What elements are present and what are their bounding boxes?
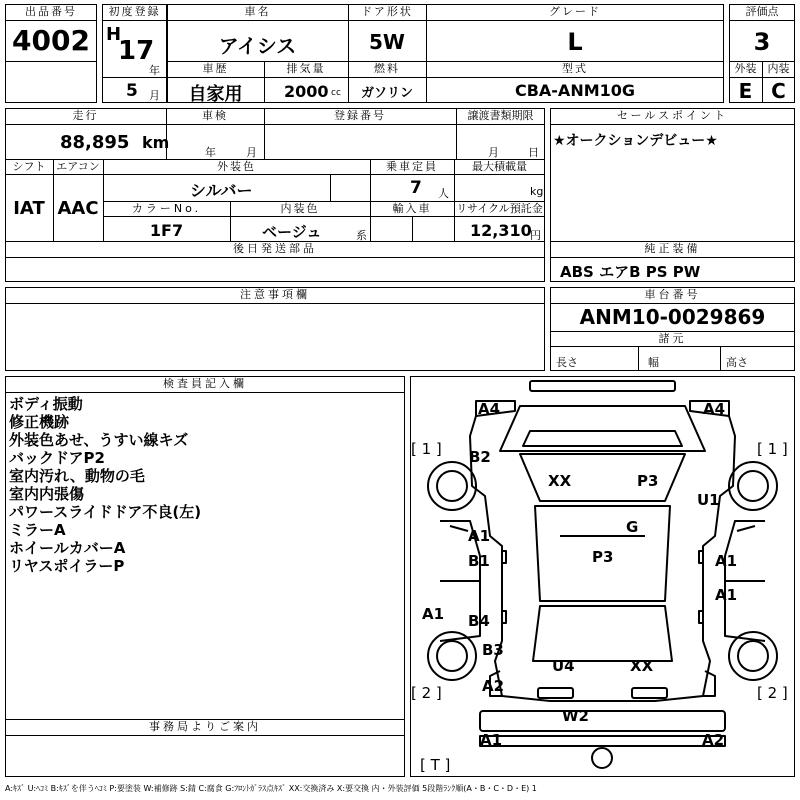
damage-mark: B1 <box>468 552 490 570</box>
capacity-value: 7 <box>410 178 422 198</box>
dims-label: 諸元 <box>658 332 687 345</box>
damage-mark: A1 <box>468 527 491 545</box>
max-load-label: 最大積載量 <box>472 160 527 173</box>
damage-mark: A1 <box>422 605 445 623</box>
interior-color-label: 内装色 <box>280 202 320 215</box>
damage-mark: W2 <box>562 707 589 725</box>
sales-point-label: セールスポイント <box>616 109 728 122</box>
aircon-label: エアコン <box>56 160 100 173</box>
inspector-note: 修正機跡 <box>9 413 70 431</box>
ext-score-label: 外装 <box>734 62 757 75</box>
displacement-label: 排気量 <box>286 62 326 75</box>
transfer-label: 譲渡書類期限 <box>467 109 534 122</box>
inspector-note: ボディ振動 <box>9 395 83 413</box>
sales-point-box <box>550 108 795 242</box>
first-reg-year: 17 <box>118 36 155 66</box>
exterior-color-value: シルバー <box>190 181 253 200</box>
width-label: 幅 <box>648 356 659 369</box>
later-parts-label: 後日発送部品 <box>233 242 317 255</box>
fuel-value: ガソリン <box>360 86 413 101</box>
car-name-label: 車名 <box>244 5 271 18</box>
color-no-label: カラーNo. <box>131 202 202 215</box>
displacement-value: 2000 <box>284 82 329 101</box>
aircon-value: AAC <box>57 198 99 219</box>
tire-tag: [ 2 ] <box>411 684 442 702</box>
first-reg-era: H <box>106 24 122 45</box>
damage-mark: B2 <box>469 448 491 466</box>
inspector-note: リヤスポイラーP <box>9 557 125 575</box>
genuine-value: ABS エアB PS PW <box>560 263 701 281</box>
int-score: C <box>771 79 786 103</box>
inspection-label: 車検 <box>202 109 228 122</box>
color-no-value: 1F7 <box>149 221 184 240</box>
transfer-day-unit: 日 <box>528 146 539 159</box>
transfer-month-unit: 月 <box>488 146 499 159</box>
interior-color-unit: 系 <box>356 229 367 242</box>
first-reg-month: 5 <box>126 81 138 101</box>
mileage-unit: km <box>142 133 170 152</box>
inspector-note: ホイールカバーA <box>9 539 126 557</box>
tire-tag: [ 2 ] <box>757 684 788 702</box>
inspector-note: 外装色あせ、うすい線キズ <box>9 431 189 449</box>
capacity-unit: 人 <box>438 187 449 200</box>
damage-mark: P3 <box>592 548 614 566</box>
recycle-value: 12,310 <box>470 221 532 240</box>
first-reg-label: 初度登録 <box>108 5 161 18</box>
height-label: 高さ <box>726 356 748 369</box>
capacity-label: 乗車定員 <box>386 160 438 173</box>
displacement-unit: cc <box>331 88 341 98</box>
mileage-value: 88,895 <box>60 132 130 153</box>
car-name: アイシス <box>218 34 297 58</box>
damage-mark: U4 <box>552 657 575 675</box>
damage-mark: G <box>626 518 639 536</box>
score-value: 3 <box>753 28 771 56</box>
grade-label: グレード <box>549 5 601 18</box>
door-label: ドア形状 <box>361 5 413 18</box>
legend: A:ｷｽﾞ U:ﾍｺﾐ B:ｷｽﾞを伴うﾍｺﾐ P:要塗装 W:補修跡 S:錆 C:腐食 G:ﾌﾛﾝﾄｶﾞﾗｽ点ｷｽﾞ XX:交換済み X:要交換 内・外装評価 5段階ﾗﾝｸ順(A・B・C・D・E) 1 <box>5 784 537 793</box>
max-load-unit: kg <box>530 185 544 198</box>
damage-mark: B4 <box>468 612 490 630</box>
fuel-label: 燃料 <box>374 62 400 75</box>
damage-mark: XX <box>548 472 572 490</box>
registration-label: 登録番号 <box>334 109 386 122</box>
damage-mark: A2 <box>702 731 725 749</box>
damage-mark: A4 <box>478 400 501 418</box>
inspection-month-unit: 月 <box>246 146 257 159</box>
history-value: 自家用 <box>188 84 243 105</box>
genuine-label: 純正装備 <box>644 242 701 255</box>
mileage-label: 走行 <box>72 109 99 122</box>
lot-label: 出品番号 <box>25 5 77 18</box>
score-label: 評価点 <box>745 5 779 18</box>
damage-mark: A1 <box>715 586 738 604</box>
damage-mark: P3 <box>637 472 659 490</box>
inspector-label: 検査員記入欄 <box>163 377 247 390</box>
ext-score: E <box>738 79 753 103</box>
import-label: 輸入車 <box>392 202 432 215</box>
damage-mark: A1 <box>480 731 503 749</box>
car-diagram <box>410 376 795 777</box>
length-label: 長さ <box>556 356 578 369</box>
office-label: 事務局よりご案内 <box>149 720 261 733</box>
sales-point-text: ★オークションデビュー★ <box>553 133 718 149</box>
tire-tag: [ 1 ] <box>757 440 788 458</box>
inspector-note: ミラーA <box>9 521 66 539</box>
int-score-label: 内装 <box>767 62 790 75</box>
lot-number: 4002 <box>12 24 90 57</box>
inspector-note: バックドアP2 <box>9 449 105 467</box>
inspector-note: 室内内張傷 <box>9 485 85 503</box>
model-label: 型式 <box>562 62 588 75</box>
caution-label: 注意事項欄 <box>240 288 310 301</box>
chassis-label: 車台番号 <box>644 288 701 301</box>
interior-color-value: ベージュ <box>262 223 322 241</box>
first-reg-month-unit: 月 <box>149 89 160 102</box>
history-label: 車歴 <box>202 62 229 75</box>
shift-label: シフト <box>12 160 46 173</box>
inspector-note: パワースライドドア不良(左) <box>9 503 202 521</box>
damage-mark: A1 <box>715 552 738 570</box>
first-reg-year-unit: 年 <box>149 64 160 77</box>
tire-tag: [ T ] <box>420 756 451 774</box>
model-value: CBA-ANM10G <box>514 81 636 100</box>
grade-value: L <box>567 28 583 56</box>
damage-mark: XX <box>630 657 654 675</box>
damage-mark: U1 <box>697 491 720 509</box>
recycle-label: リサイクル預託金 <box>456 202 543 215</box>
damage-mark: A4 <box>703 400 726 418</box>
exterior-color-label: 外装色 <box>217 160 256 173</box>
inspector-note: 室内汚れ、動物の毛 <box>9 467 145 485</box>
inspection-year-unit: 年 <box>205 146 216 159</box>
damage-mark: A2 <box>482 677 505 695</box>
damage-mark: B3 <box>482 641 504 659</box>
door-type: 5W <box>369 30 405 54</box>
shift-value: IAT <box>13 198 45 219</box>
tire-tag: [ 1 ] <box>411 440 442 458</box>
chassis-number: ANM10-0029869 <box>579 305 766 329</box>
recycle-unit: 円 <box>530 229 541 242</box>
